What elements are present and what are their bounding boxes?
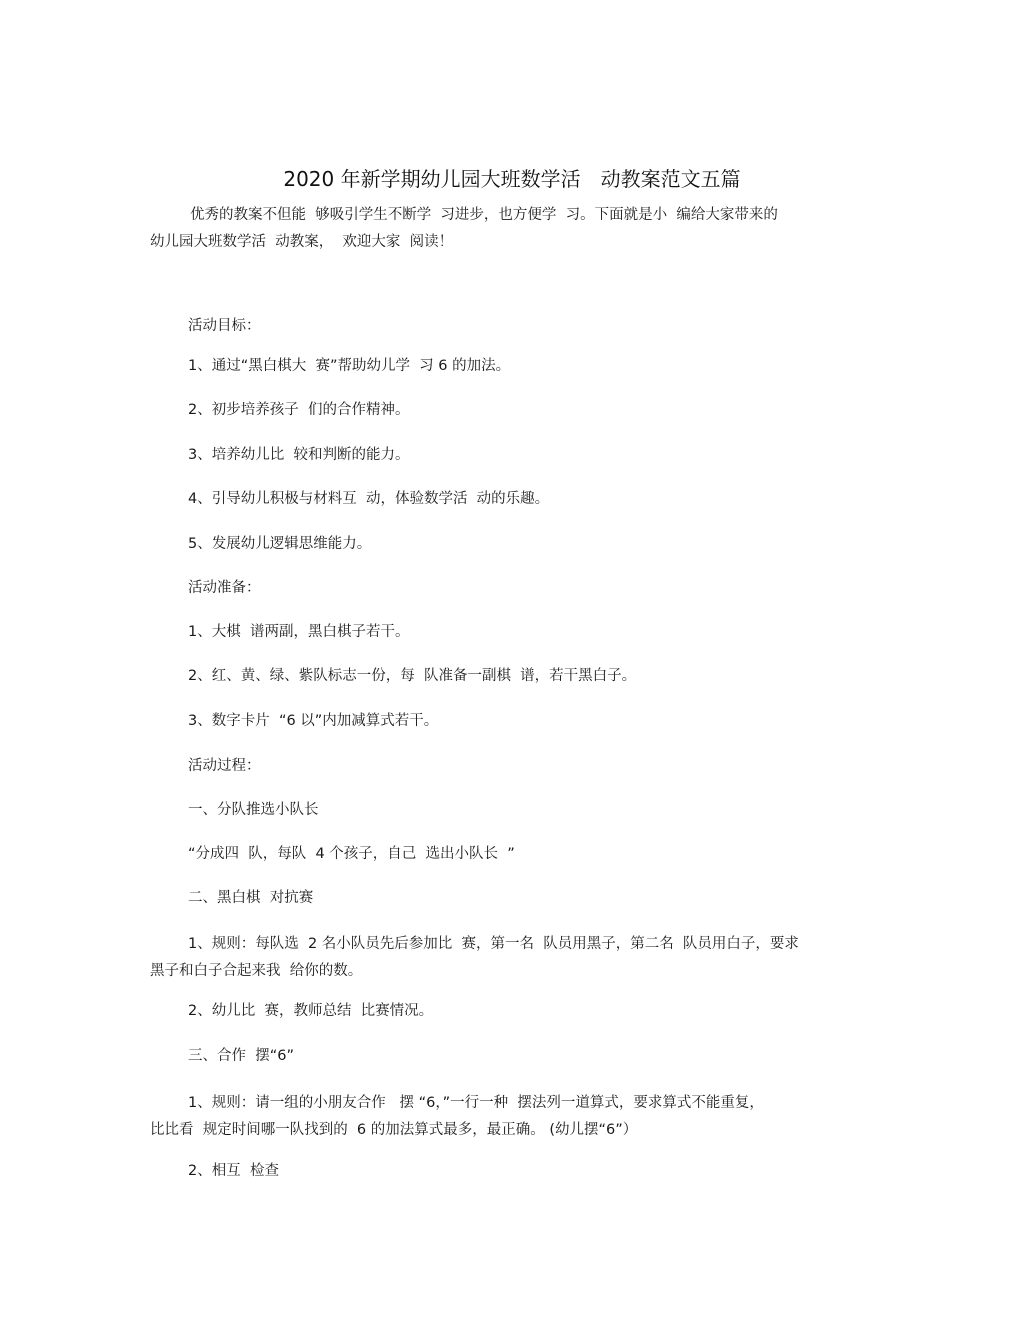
prep-item-1: 1、大棋 谱两副，黑白棋子若干。 xyxy=(188,624,410,640)
goal-item-1: 1、通过“黑白棋大 赛”帮助幼儿学 习 6 的加法。 xyxy=(188,358,511,374)
step2-rule-line-1: 1、规则：每队选 2 名小队员先后参加比 赛，第一名 队员用黑子，第二名 队员用白子，要求 xyxy=(188,936,799,952)
goal-item-5: 5、发展幼儿逻辑思维能力。 xyxy=(188,536,372,552)
prep-item-2: 2、红、黄、绿、紫队标志一份，每 队准备一副棋 谱，若干黑白子。 xyxy=(188,668,637,684)
goal-item-2: 2、初步培养孩子 们的合作精神。 xyxy=(188,402,410,418)
step3-heading: 三、合作 摆“6” xyxy=(188,1048,294,1064)
goal-item-3: 3、培养幼儿比 较和判断的能力。 xyxy=(188,447,410,463)
step1-quote: “分成四 队，每队 4 个孩子，自己 选出小队长 ” xyxy=(188,846,515,862)
step2-item-2: 2、幼儿比 赛，教师总结 比赛情况。 xyxy=(188,1003,434,1019)
step2-rule-paragraph xyxy=(150,931,880,985)
goals-heading: 活动目标： xyxy=(188,318,261,334)
step2-rule-line-2: 黑子和白子合起来我 给你的数。 xyxy=(150,963,363,979)
intro-line-1: 优秀的教案不但能 够吸引学生不断学 习进步，也方便学 习。下面就是小 编给大家带来的 xyxy=(190,207,778,223)
step2-heading: 二、黑白棋 对抗赛 xyxy=(188,890,314,906)
goal-item-4: 4、引导幼儿积极与材料互 动，体验数学活 动的乐趣。 xyxy=(188,491,550,507)
document-title: 2020 年新学期幼儿园大班数学活 动教案范文五篇 xyxy=(283,167,741,191)
step3-rule-line-2: 比比看 规定时间哪一队找到的 6 的加法算式最多，最正确。 (幼儿摆“6”） xyxy=(150,1122,638,1138)
intro-line-2: 幼儿园大班数学活 动教案， 欢迎大家 阅读！ xyxy=(150,234,454,250)
prep-item-3: 3、数字卡片 “6 以”内加减算式若干。 xyxy=(188,713,439,729)
step3-rule-paragraph xyxy=(150,1090,880,1144)
step3-rule-line-1: 1、规则：请一组的小朋友合作 摆 “6，”一行一种 摆法列一道算式，要求算式不能重复， xyxy=(188,1095,764,1111)
step3-item-2: 2、相互 检查 xyxy=(188,1163,279,1179)
intro-paragraph xyxy=(150,202,880,256)
step1-heading: 一、分队推选小队长 xyxy=(188,802,319,818)
process-heading: 活动过程： xyxy=(188,758,261,774)
prep-heading: 活动准备： xyxy=(188,580,261,596)
